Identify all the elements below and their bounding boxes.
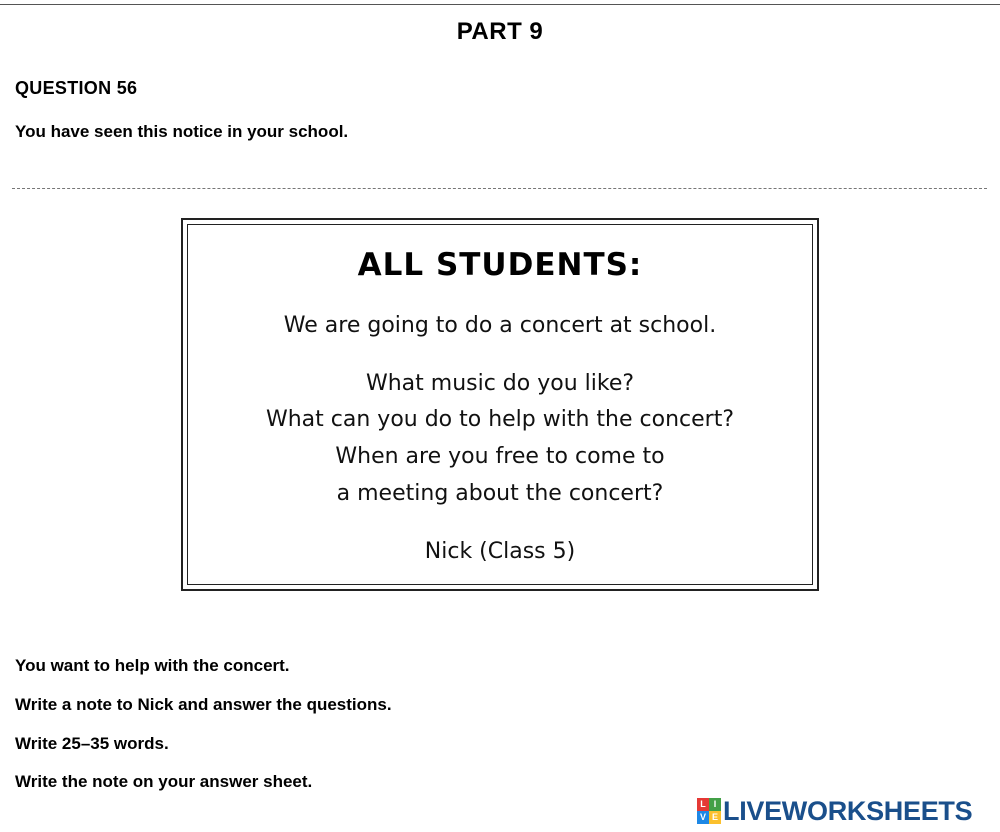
instruction-line: You want to help with the concert. <box>15 656 290 675</box>
logo-tile-icon: L <box>697 798 709 811</box>
notice-line: We are going to do a concert at school. <box>283 313 717 338</box>
notice-line: What music do you like? <box>365 371 635 396</box>
question-number: QUESTION 56 <box>15 78 138 98</box>
notice-line: When are you free to come to <box>335 444 665 469</box>
question-intro: You have seen this notice in your school. <box>15 122 349 141</box>
notice-line: What can you do to help with the concert? <box>265 407 734 432</box>
logo-tile-icon: E <box>709 811 721 824</box>
top-rule <box>0 4 1000 5</box>
liveworksheets-logo[interactable] <box>697 795 972 827</box>
dotted-divider <box>12 188 987 189</box>
instruction-line: Write a note to Nick and answer the questions. <box>15 695 392 714</box>
notice-heading: ALL STUDENTS: <box>357 247 643 283</box>
instruction-line: Write 25–35 words. <box>15 734 169 753</box>
instruction-line: Write the note on your answer sheet. <box>15 772 313 791</box>
notice-box <box>181 218 819 591</box>
logo-mark-icon <box>697 798 721 824</box>
logo-tile-icon: V <box>697 811 709 824</box>
notice-signature: Nick (Class 5) <box>424 539 576 564</box>
notice-inner-frame <box>187 224 813 585</box>
notice-line: a meeting about the concert? <box>336 481 664 506</box>
logo-text: LIVEWORKSHEETS <box>723 795 973 826</box>
part-title: PART 9 <box>456 18 544 45</box>
logo-tile-icon: I <box>709 798 721 811</box>
